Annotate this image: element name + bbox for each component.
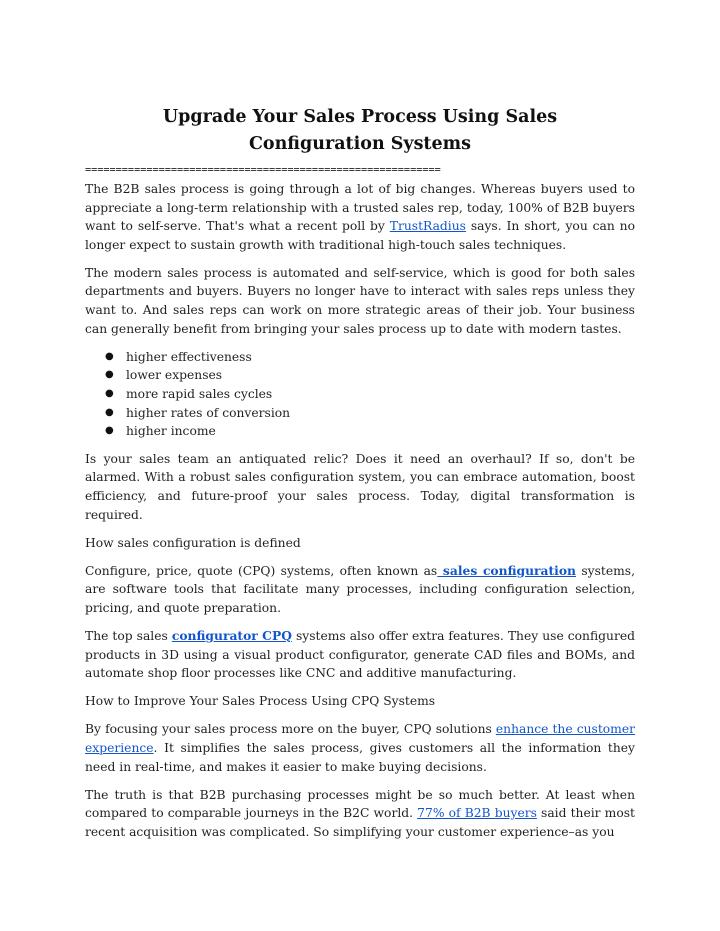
bullet-icon: ● (105, 387, 114, 399)
list-item-text: higher income (126, 424, 216, 439)
configurator-cpq-link[interactable]: configurator CPQ (171, 627, 292, 643)
list-item (105, 366, 635, 385)
customer-experience-link[interactable]: enhance the customer experience (85, 722, 635, 755)
paragraph-buyer-text: By focusing your sales process more on the buyer, CPQ solutions (85, 722, 496, 737)
list-item (105, 422, 635, 441)
list-item-text: more rapid sales cycles (126, 386, 273, 401)
paragraph-truth-text: The truth is that B2B purchasing processes might be so much better. At least when compared to comparable journeys in the B2C world. (85, 787, 635, 821)
list-item (105, 385, 635, 404)
paragraph-configurator-text: The top sales (85, 628, 172, 643)
paragraph-truth-text-end: said their most recent acquisition was complicated. So simplifying your customer experience–as you (85, 806, 635, 839)
paragraph-cpq-definition (85, 562, 635, 618)
b2b-buyers-link[interactable]: 77% of B2B buyers (417, 806, 537, 821)
paragraph-cpq-text: Configure, price, quote (CPQ) systems, often known as (85, 563, 438, 578)
bullet-icon: ● (105, 350, 114, 362)
paragraph-intro (85, 180, 635, 254)
paragraph-modern-sales: The modern sales process is automated and self-service, which is good for both sales departments and buyers. Buyers no longer have to interact with sales reps unless they want to. And sales reps can work on more strategic areas of their job. Your business can generally benefit from bringing your sales process up to date with modern tastes. (85, 265, 635, 336)
section-heading-improve: How to Improve Your Sales Process Using CPQ Systems (85, 694, 436, 709)
paragraph-buyer-text-end: . It simplifies the sales process, gives customers all the information they need in real-time, and makes it easier to make buying decisions. (85, 740, 635, 774)
paragraph-overhaul: Is your sales team an antiquated relic? Does it need an overhaul? If so, don't be alarmed. With a robust sales configuration system, you can embrace automation, boost efficiency, and future-proof your sales process. Today, digital transformation is required. (85, 451, 635, 522)
separator-rule: ========================================================== (85, 165, 441, 176)
paragraph-buyer-focus (85, 720, 635, 776)
trustradius-link[interactable]: TrustRadius (389, 219, 466, 234)
bullet-icon: ● (105, 425, 114, 437)
list-item-text: higher effectiveness (126, 349, 252, 364)
paragraph-configurator (85, 627, 635, 683)
paragraph-cpq-text-end: systems, are software tools that facilitate many processes, including configuration selection, pricing, and quote preparation. (85, 563, 635, 615)
paragraph-b2b-truth (85, 786, 635, 842)
sales-configuration-link[interactable]: sales configuration (437, 562, 576, 578)
paragraph-configurator-text-end: systems also offer extra features. They use configured products in 3D using a visual product configurator, generate CAD files and BOMs, and automate shop floor processes like CNC and additive manufacturing. (85, 628, 635, 681)
list-item-text: lower expenses (126, 368, 223, 383)
bullet-icon: ● (105, 406, 114, 418)
section-heading-definition: How sales configuration is defined (85, 535, 301, 550)
list-item (105, 348, 635, 367)
list-item-text: higher rates of conversion (126, 405, 291, 420)
benefits-list (85, 348, 635, 441)
paragraph-intro-text-end: says. In short, you can no longer expect to sustain growth with traditional high-touch sales techniques. (85, 219, 635, 252)
paragraph-intro-text: The B2B sales process is going through a lot of big changes. Whereas buyers used to appreciate a long-term relationship with a trusted sales rep, today, 100% of B2B buyers want to self-serve. That's what a recent poll by (85, 182, 635, 234)
list-item (105, 404, 635, 423)
bullet-icon: ● (105, 369, 114, 381)
document-title: Upgrade Your Sales Process Using Sales Configuration Systems (162, 107, 558, 154)
